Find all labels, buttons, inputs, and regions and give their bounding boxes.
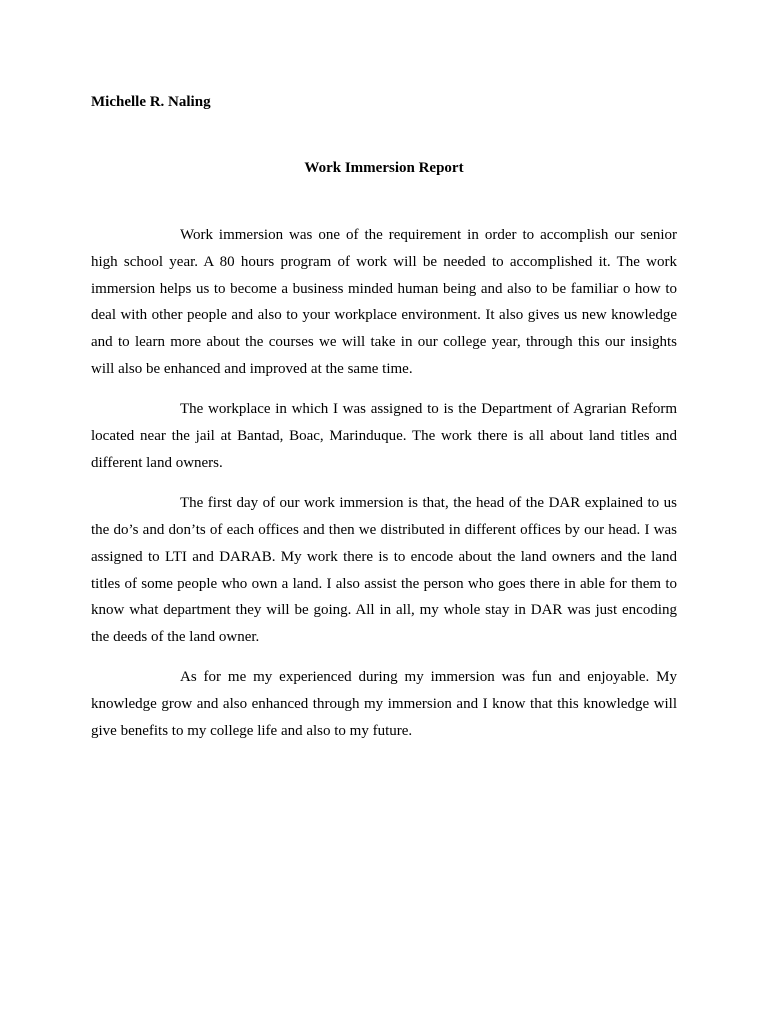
paragraph-introduction: Work immersion was one of the requirement in order to accomplish our senior high school year. A 80 hours program of work will be needed to accomplished it. The work immersion helps us to become a business minded human being and also to be familiar o how to deal with other people and also to your workplace environment. It also gives us new knowledge and to learn more about the courses we will take in our college year, through this our insights will also be enhanced and improved at the same time. [91,227,677,377]
author-name: Michelle R. Naling [91,94,211,110]
paragraph-conclusion: As for me my experienced during my immersion was fun and enjoyable. My knowledge grow and also enhanced through my immersion and I know that this knowledge will give benefits to my college life and also to my future. [91,669,677,740]
paragraph-workplace: The workplace in which I was assigned to is the Department of Agrarian Reform located near the jail at Bantad, Boac, Marinduque. The work there is all about land titles and different land owners. [91,401,677,471]
document-title: Work Immersion Report [304,160,464,176]
report-body [91,222,677,758]
paragraph-first-day: The first day of our work immersion is that, the head of the DAR explained to us the do’s and don’ts of each offices and then we distributed in different offices by our head. I was assigned to LTI and DARAB. My work there is to encode about the land owners and the land titles of some people who own a land. I also assist the person who goes there in able for them to know what department they will be going. All in all, my whole stay in DAR was just encoding the deeds of the land owner. [91,495,677,646]
